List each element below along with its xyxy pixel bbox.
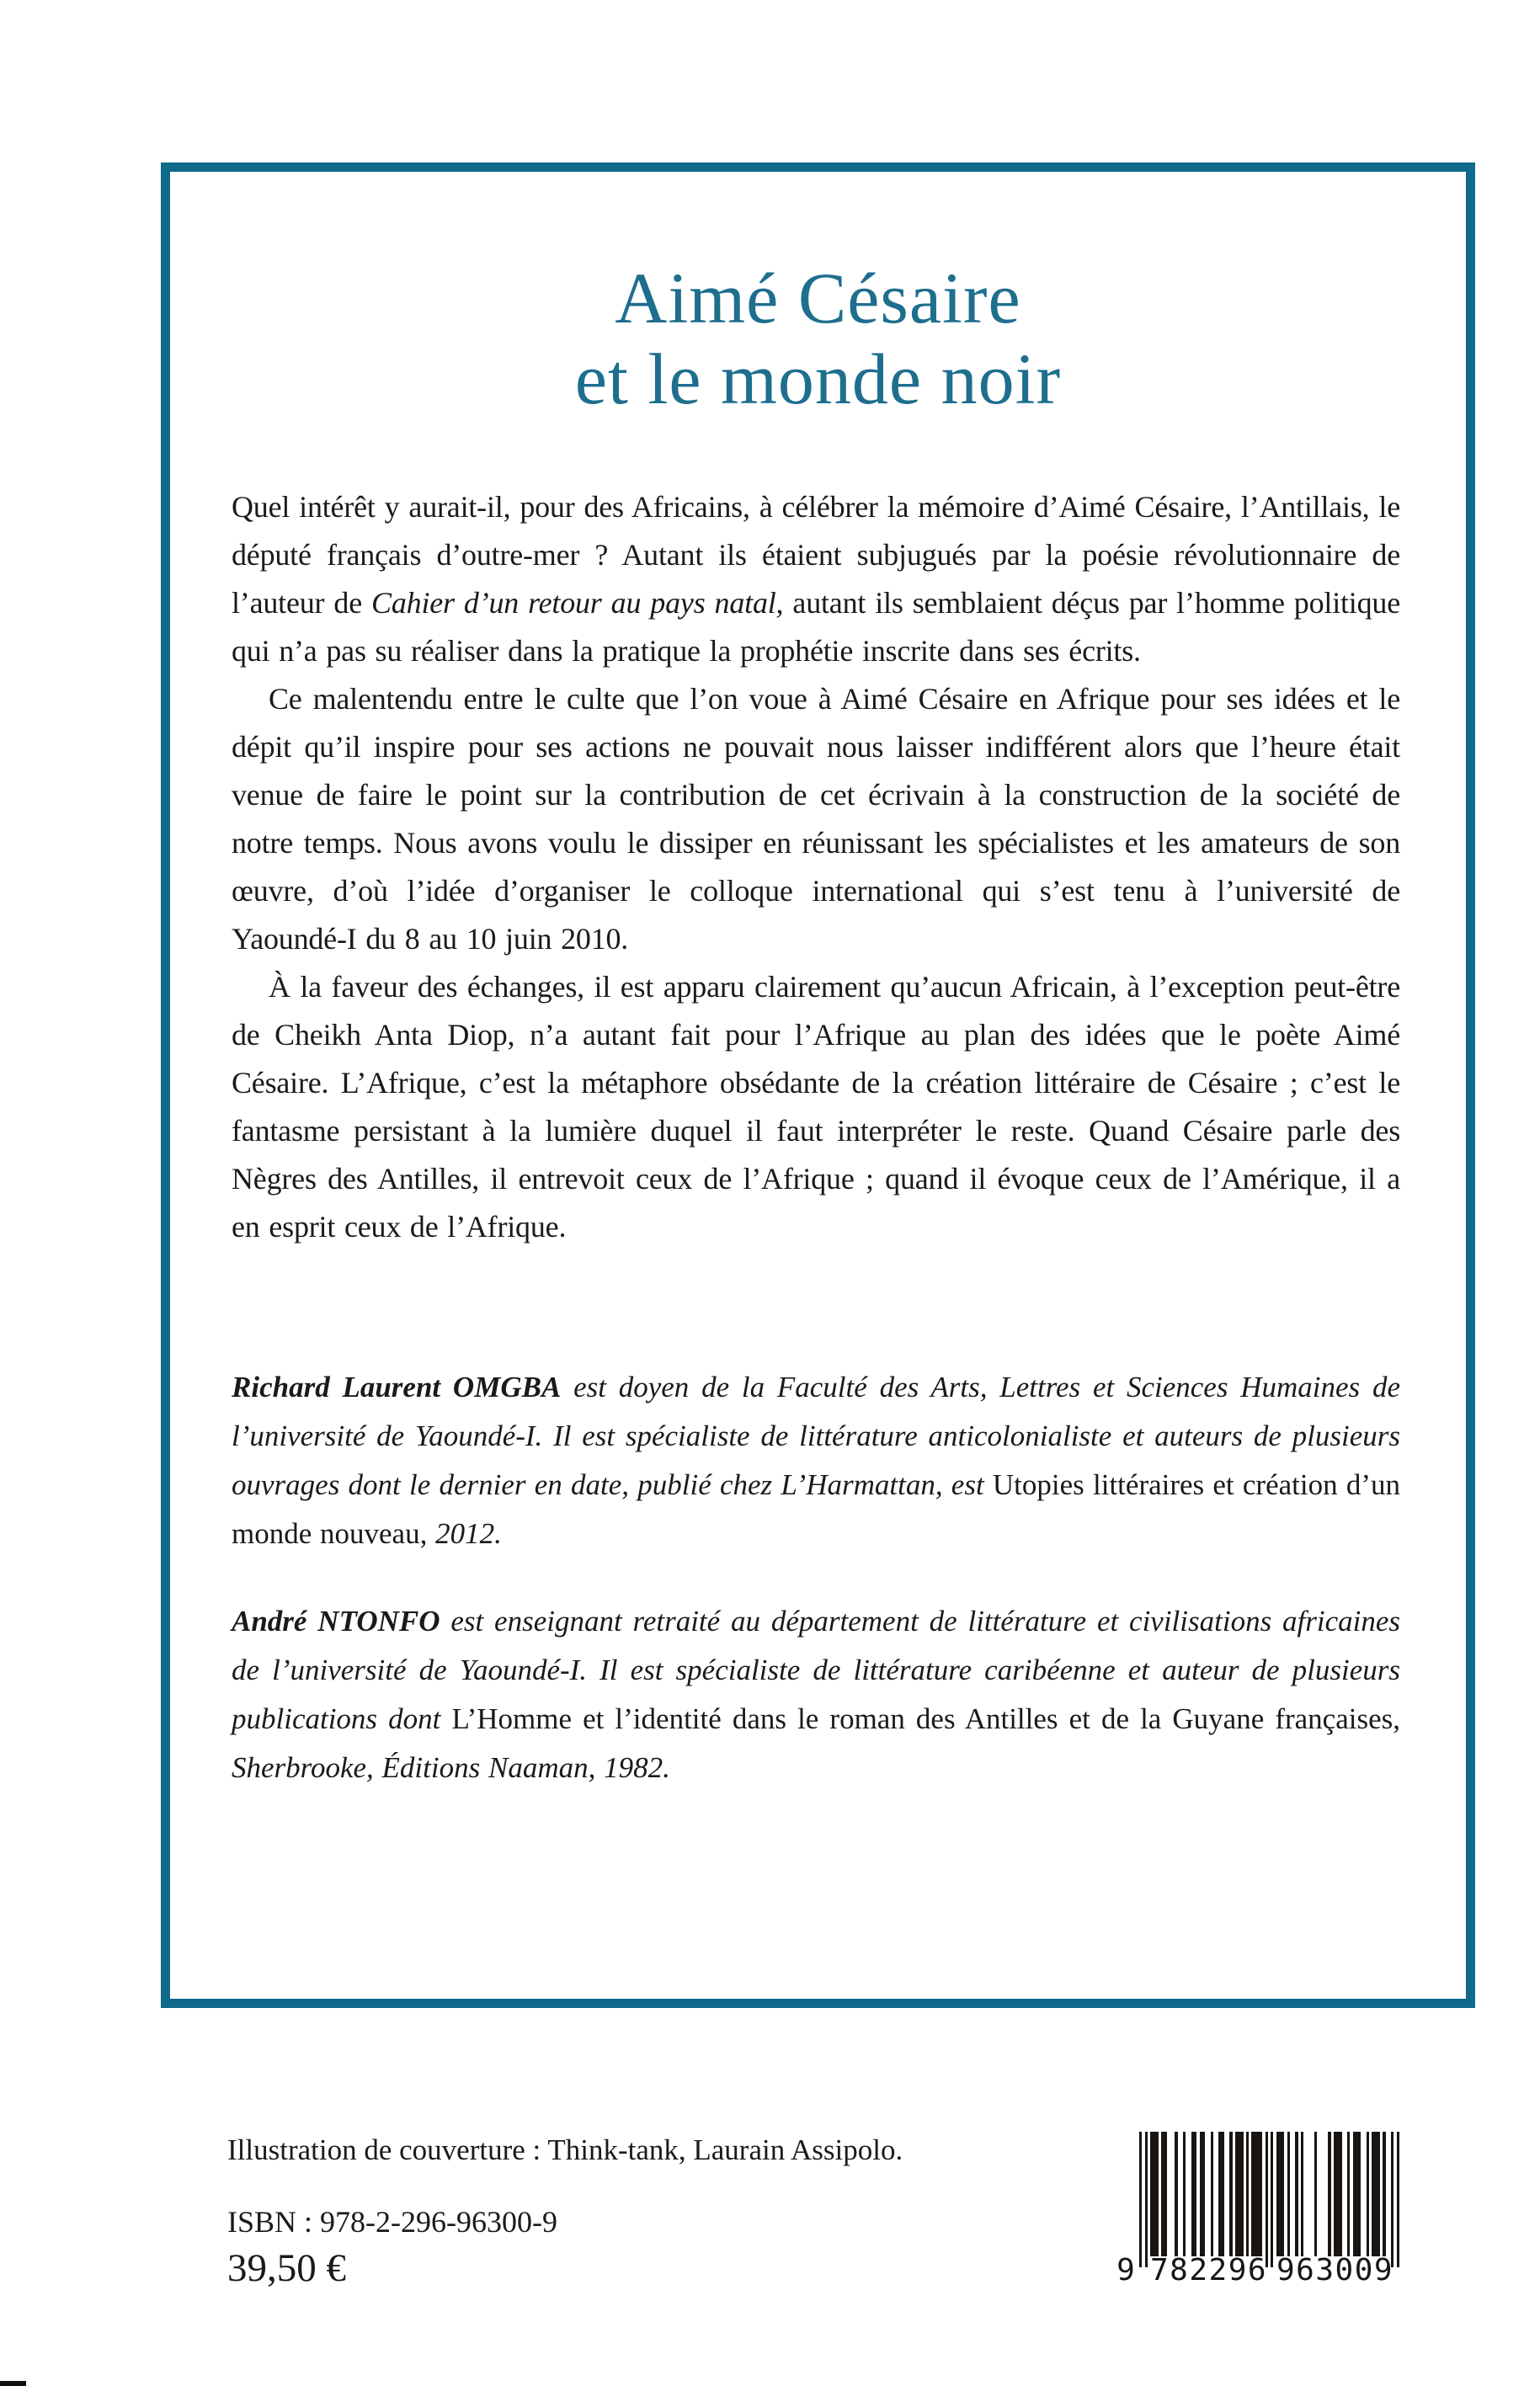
- bio-ntonfo-text: est enseignant retraité au département de littérature et civilisations africaines de l’université de Yaoundé-I. Il est spécialiste de littérature caribéenne et auteur de plusieurs publications dont: [232, 1605, 1400, 1735]
- footer-info: [227, 2132, 985, 2290]
- barcode-digits-left: 782296: [1150, 2253, 1268, 2287]
- author-name-omgba: Richard Laurent OMGBA: [232, 1371, 562, 1403]
- paragraph-1-text-end: autant ils semblaient déçus par l’homme politique qui n’a pas su réaliser dans la pratique la prophétie inscrite dans ses écrits.: [232, 586, 1400, 668]
- synopsis-paragraph-1: [232, 483, 1400, 675]
- barcode-bars: [1139, 2132, 1399, 2267]
- isbn: ISBN : 978-2-296-96300-9: [227, 2205, 557, 2239]
- author-bio-omgba: [232, 1363, 1400, 1558]
- page-edge-print-mark: [0, 2381, 26, 2386]
- price: 39,50 €: [227, 2246, 346, 2290]
- bio-omgba-text: est doyen de la Faculté des Arts, Lettres et Sciences Humaines de l’université de Yaoundé-I. Il est spécialiste de littérature anticolonialiste et auteurs de plusieurs ouvrages dont le dernier en date, publié chez L’Harmattan, est: [232, 1371, 1400, 1501]
- author-bio-ntonfo: [232, 1597, 1400, 1792]
- barcode-ean13: [1116, 2132, 1409, 2287]
- synopsis-paragraph-3: À la faveur des échanges, il est apparu clairement qu’aucun Africain, à l’exception peut-être de Cheikh Anta Diop, n’a autant fait pour l’Afrique au plan des idées que le poète Aimé Césaire. L’Afrique, c’est la métaphore obsédante de la création littéraire de Césaire ; c’est le fantasme persistant à la lumière duquel il faut interpréter le reste. Quand Césaire parle des Nègres des Antilles, il entrevoit ceux de l’Afrique ; quand il évoque ceux de l’Amérique, il a en esprit ceux de l’Afrique.: [232, 970, 1400, 1244]
- bio-ntonfo-text-end: Sherbrooke, Éditions Naaman, 1982.: [232, 1751, 670, 1784]
- bio-ntonfo-work-title: L’Homme et l’identité dans le roman des Antilles et de la Guyane françaises,: [451, 1702, 1400, 1735]
- cover-frame: [161, 162, 1475, 2008]
- barcode-digits: [1116, 2253, 1409, 2287]
- barcode-digit-first: 9: [1116, 2253, 1135, 2287]
- barcode-digits-right: 963009: [1276, 2253, 1394, 2287]
- bio-omgba-work-title: Utopies littéraires et création d’un monde nouveau,: [232, 1468, 1400, 1550]
- synopsis-paragraph-2: Ce malentendu entre le culte que l’on voue à Aimé Césaire en Afrique pour ses idées et le dépit qu’il inspire pour ses actions ne pouvait nous laisser indifférent alors que l’heure était venue de faire le point sur la contribution de cet écrivain à la construction de la société de notre temps. Nous avons voulu le dissiper en réunissant les spécialistes et les amateurs de son œuvre, d’où l’idée d’organiser le colloque international qui s’est tenu à l’université de Yaoundé-I du 8 au 10 juin 2010.: [232, 682, 1400, 956]
- bio-omgba-text-end: 2012.: [435, 1517, 502, 1550]
- book-title-line-1: Aimé Césaire: [615, 258, 1021, 338]
- book-title-line-2: et le monde noir: [574, 338, 1062, 419]
- book-title: [170, 258, 1466, 419]
- paragraph-1-work-title: Cahier d’un retour au pays natal,: [371, 586, 784, 620]
- illustration-credit: Illustration de couverture : Think-tank, Laurain Assipolo.: [227, 2133, 903, 2166]
- paragraph-1-text: Quel intérêt y aurait-il, pour des Africains, à célébrer la mémoire d’Aimé Césaire, l’Antillais, le député français d’outre-mer ? Autant ils étaient subjugués par la poésie révolutionnaire de l’auteur de: [232, 490, 1400, 620]
- synopsis: [232, 483, 1400, 1251]
- author-name-ntonfo: André NTONFO: [232, 1605, 440, 1638]
